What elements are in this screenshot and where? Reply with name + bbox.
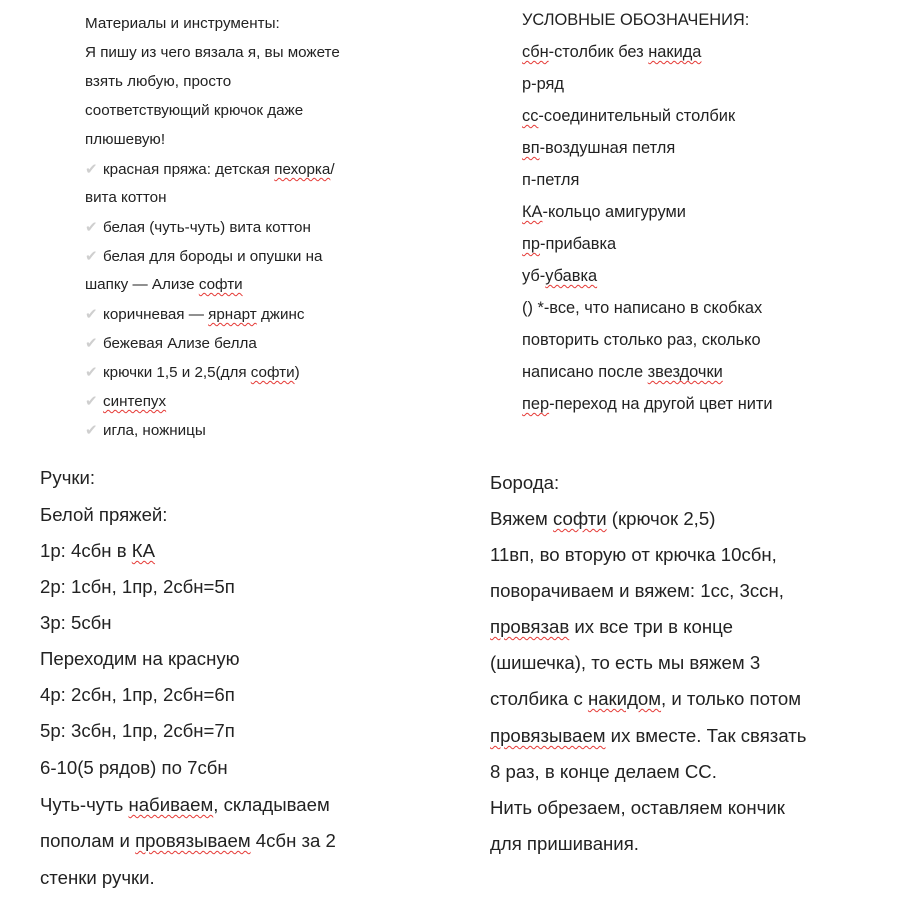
legend-item: повторить столько раз, сколько — [522, 331, 761, 349]
instruction-line: Чуть-чуть набиваем, складываем — [40, 794, 330, 815]
legend-item: уб-убавка — [522, 267, 598, 285]
materials-item: ✔ коричневая — ярнарт джинс — [85, 306, 305, 323]
instruction-line: 8 раз, в конце делаем СС. — [490, 761, 717, 782]
instruction-line: 1р: 4сбн в КА — [40, 540, 156, 561]
materials-item: ✔ красная пряжа: детская пехорка/ — [85, 161, 335, 178]
checkmark-icon: ✔ — [85, 422, 98, 439]
checkmark-icon: ✔ — [85, 393, 98, 410]
checkmark-icon: ✔ — [85, 161, 98, 178]
legend-heading: УСЛОВНЫЕ ОБОЗНАЧЕНИЯ: — [522, 11, 750, 29]
materials-item: ✔ белая для бороды и опушки на — [85, 248, 323, 265]
legend-item: пр-прибавка — [522, 235, 617, 253]
legend-item: р-ряд — [522, 75, 564, 93]
materials-intro-line: взять любую, просто — [85, 73, 232, 90]
instruction-line: (шишечка), то есть мы вяжем 3 — [490, 652, 761, 673]
checkmark-icon: ✔ — [85, 306, 98, 323]
materials-intro-line: соответствующий крючок даже — [85, 102, 304, 119]
materials-intro-line: Я пишу из чего вязала я, вы можете — [85, 44, 340, 61]
legend-item: написано после звездочки — [522, 363, 723, 381]
instruction-line: провязываем их вместе. Так связать — [490, 725, 807, 746]
legend-item: () *-все, что написано в скобках — [522, 299, 763, 317]
legend-item: п-петля — [522, 171, 580, 189]
instruction-line: Вяжем софти (крючок 2,5) — [490, 508, 716, 529]
instruction-line: для пришивания. — [490, 833, 639, 854]
instruction-line: 4р: 2сбн, 1пр, 2сбн=6п — [40, 684, 235, 705]
instruction-line: 3р: 5сбн — [40, 612, 112, 633]
instruction-line: стенки ручки. — [40, 867, 155, 888]
section-title: Борода: — [490, 472, 560, 493]
materials-item: ✔ игла, ножницы — [85, 422, 206, 439]
materials-item-continuation: шапку — Ализе софти — [85, 276, 243, 293]
instruction-line: Нить обрезаем, оставляем кончик — [490, 797, 785, 818]
legend-item: сбн-столбик без накида — [522, 43, 702, 61]
materials-item-continuation: вита коттон — [85, 189, 167, 206]
materials-heading: Материалы и инструменты: — [85, 15, 280, 32]
materials-item: ✔ бежевая Ализе белла — [85, 335, 257, 352]
instruction-line: Переходим на красную — [40, 648, 240, 669]
materials-item: ✔ белая (чуть-чуть) вита коттон — [85, 219, 311, 236]
instruction-line: провязав их все три в конце — [490, 616, 733, 637]
instruction-line: 6-10(5 рядов) по 7сбн — [40, 757, 228, 778]
section-title: Ручки: — [40, 467, 96, 488]
checkmark-icon: ✔ — [85, 219, 98, 236]
materials-intro-line: плюшевую! — [85, 131, 166, 148]
materials-item: ✔ синтепух — [85, 393, 167, 410]
legend-item: сс-соединительный столбик — [522, 107, 736, 125]
checkmark-icon: ✔ — [85, 364, 98, 381]
instruction-line: поворачиваем и вяжем: 1сс, 3ссн, — [490, 580, 784, 601]
legend-item: пер-переход на другой цвет нити — [522, 395, 773, 413]
checkmark-icon: ✔ — [85, 248, 98, 265]
instruction-line: пополам и провязываем 4сбн за 2 — [40, 830, 336, 851]
instruction-line: Белой пряжей: — [40, 504, 168, 525]
legend-item: вп-воздушная петля — [522, 139, 676, 157]
legend-item: КА-кольцо амигуруми — [522, 203, 686, 221]
instruction-line: столбика с накидом, и только потом — [490, 688, 801, 709]
instruction-line: 11вп, во вторую от крючка 10сбн, — [490, 544, 777, 565]
checkmark-icon: ✔ — [85, 335, 98, 352]
instruction-line: 5р: 3сбн, 1пр, 2сбн=7п — [40, 720, 235, 741]
materials-item: ✔ крючки 1,5 и 2,5(для софти) — [85, 364, 300, 381]
instruction-line: 2р: 1сбн, 1пр, 2сбн=5п — [40, 576, 235, 597]
